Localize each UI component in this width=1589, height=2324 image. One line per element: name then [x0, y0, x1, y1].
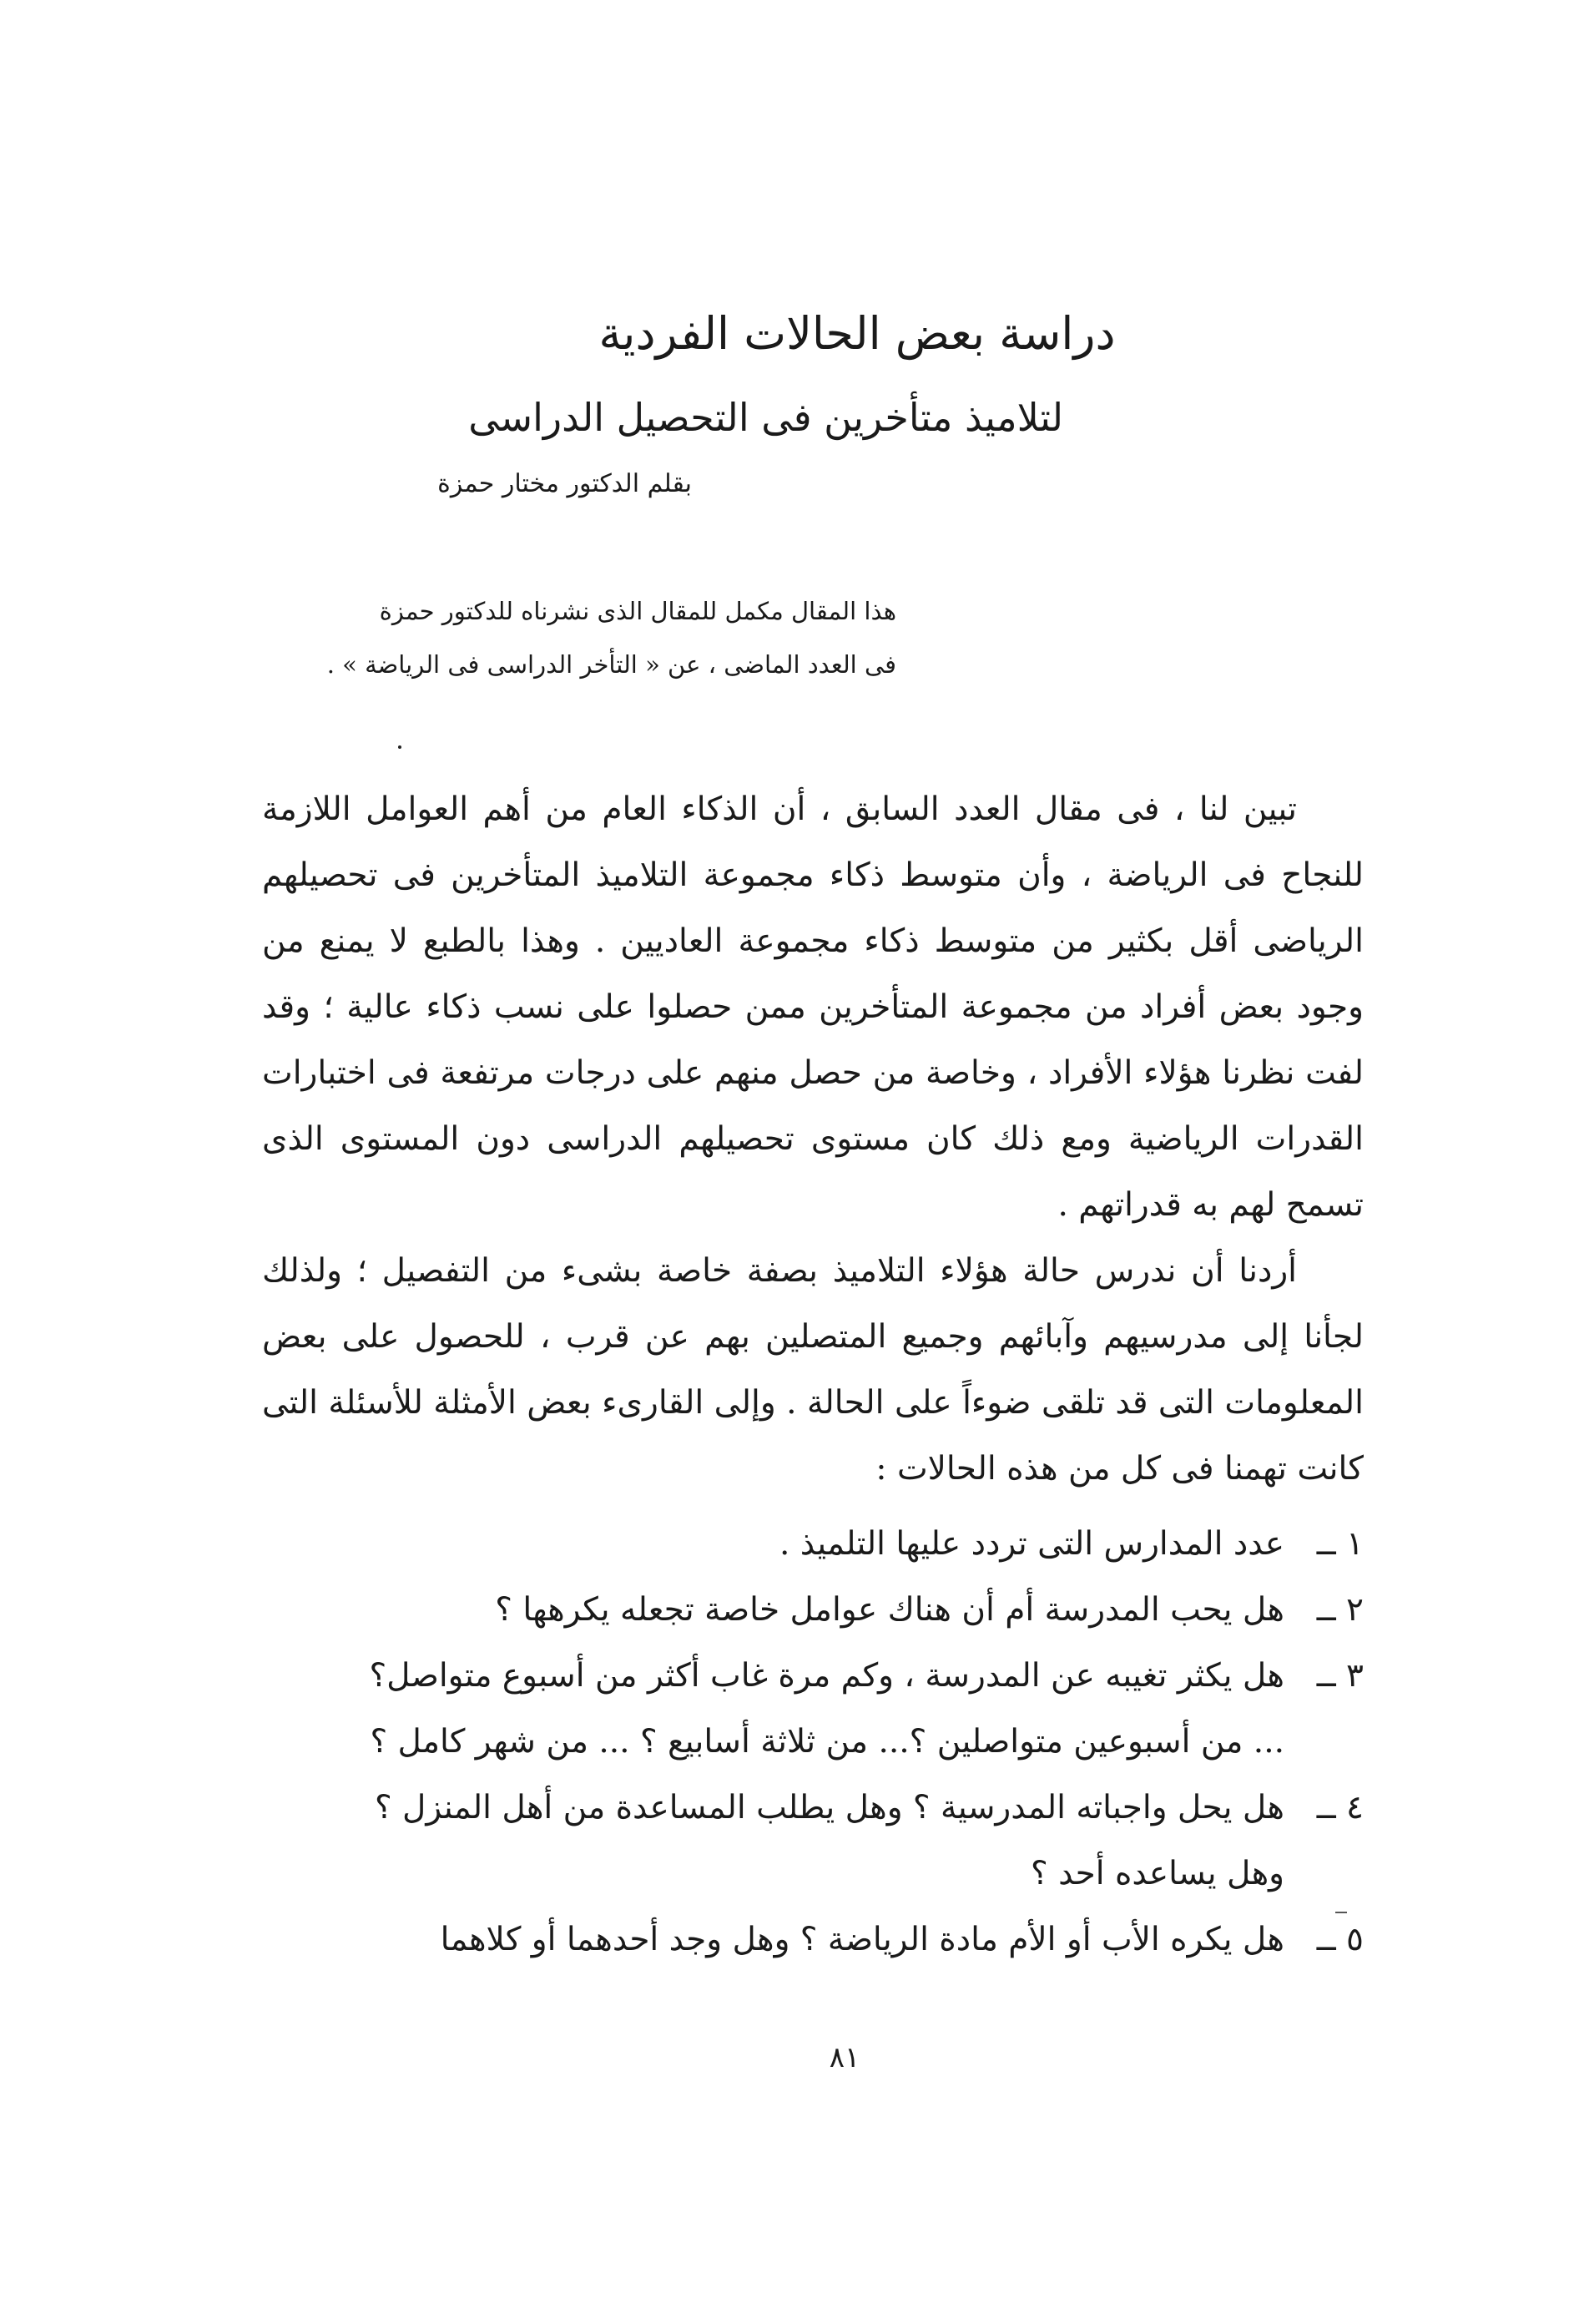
question-number: ٢ ــ [1316, 1591, 1364, 1629]
list-item [262, 1643, 1364, 1775]
article-title: دراسة بعض الحالات الفردية [598, 307, 1116, 360]
editor-note [229, 584, 896, 691]
question-continuation: ... من أسبوعين متواصلين ؟... من ثلاثة أسابيع ؟ ... من شهر كامل ؟ [370, 1723, 1284, 1761]
question-number: ٤ ــ [1316, 1789, 1364, 1826]
page-number: ٨١ [829, 2041, 860, 2074]
question-text: هل يكثر تغيبه عن المدرسة ، وكم مرة غاب أكثر من أسبوع متواصل؟ [369, 1657, 1284, 1695]
list-item [262, 1907, 1364, 1973]
body-paragraph-2: أردنا أن ندرس حالة هؤلاء التلاميذ بصفة خاصة بشىء من التفصيل ؛ ولذلك لجأنا إلى مدرسيهم وآبائهم وجميع المتصلين بهم عن قرب ، للحصول على بعض المعلومات التى قد تلقى ضوءاً على الحالة . وإلى القارىء بعض الأمثلة للأسئلة التى كانت تهمنا فى كل من هذه الحالات : [262, 1252, 1364, 1488]
questions-list [262, 1511, 1364, 1973]
question-number: ١ ــ [1316, 1525, 1364, 1563]
question-text: هل يحب المدرسة أم أن هناك عوامل خاصة تجعله يكرهها ؟ [495, 1591, 1284, 1629]
editor-note-line-2: فى العدد الماضى ، عن « التأخر الدراسى فى الرياضة » . [326, 650, 896, 679]
question-text: هل يحل واجباته المدرسية ؟ وهل يطلب المساعدة من أهل المنزل ؟ [374, 1789, 1284, 1826]
question-text: عدد المدارس التى تردد عليها التلميذ . [779, 1525, 1284, 1563]
article-author: بقلم الدكتور مختار حمزة [437, 469, 692, 498]
article-body [262, 776, 1364, 1502]
body-paragraph-1: تبين لنا ، فى مقال العدد السابق ، أن الذكاء العام من أهم العوامل اللازمة للنجاح فى الرياضة ، وأن متوسط ذكاء مجموعة التلاميذ المتأخرين فى تحصيلهم الرياضى أقل بكثير من متوسط ذكاء مجموعة العاديين . وهذا بالطبع لا يمنع من وجود بعض أفراد من مجموعة المتأخرين ممن حصلوا على نسب ذكاء عالية ؛ وقد لفت نظرنا هؤلاء الأفراد ، وخاصة من حصل منهم على درجات مرتفعة فى اختبارات القدرات الرياضية ومع ذلك كان مستوى تحصيلهم الدراسى دون المستوى الذى تسمح لهم به قدراتهم . [262, 791, 1364, 1224]
question-text: هل يكره الأب أو الأم مادة الرياضة ؟ وهل وجد أحدهما أو كلاهما [440, 1921, 1284, 1958]
list-item [262, 1577, 1364, 1643]
question-number: ٣ ــ [1316, 1657, 1364, 1695]
list-item [262, 1511, 1364, 1577]
editor-note-line-1: هذا المقال مكمل للمقال الذى نشرناه للدكتور حمزة [379, 597, 896, 625]
question-continuation: وهل يساعده أحد ؟ [1031, 1855, 1284, 1892]
stray-mark [398, 745, 401, 749]
article-subtitle: لتلاميذ متأخرين فى التحصيل الدراسى [468, 395, 1063, 440]
list-item [262, 1775, 1364, 1907]
margin-mark [1335, 1912, 1347, 1913]
question-number: ٥ ــ [1316, 1921, 1364, 1958]
